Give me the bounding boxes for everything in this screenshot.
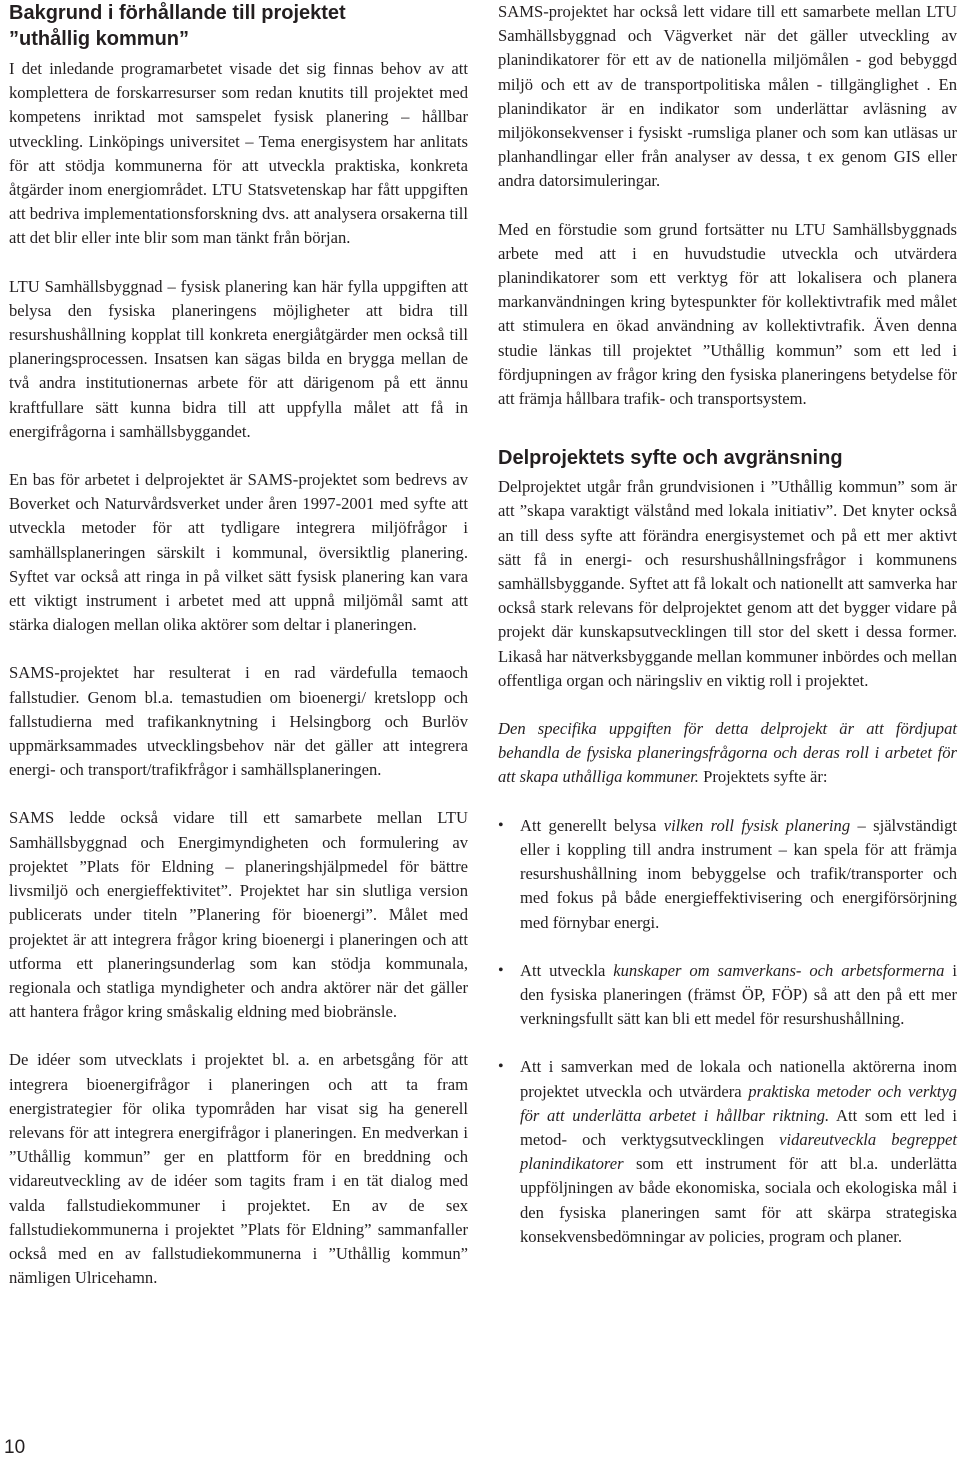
paragraph: SAMS ledde också vidare till ett samarbete mellan LTU Samhällsbyggnad och Energimyndigheten och formulering av projektet ”Plats för Eldning – planeringshjälpmedel för bättre livsmiljö och energieffektivitet”. Projektet har sin slutliga version publicerats under titeln ”Planering för bioenergi”. Målet med projektet är att integrera frågor kring bioenergi i planeringen och att utforma ett planeringsunderlag som kan stödja kommunala, regionala och statliga myndigheter och andra aktörer när det gäller att hantera frågor kring småskalig eldning med biobränsle. (9, 808, 468, 1022)
bullet-emphasis: praktiska metoder och verktyg för att underlätta arbetet i hållbar riktning. (520, 1081, 957, 1125)
bullet-emphasis: vilken roll fysisk planering (663, 815, 851, 835)
paragraph: De idéer som utvecklats i projektet bl. a. en arbetsgång för att integrera bioenergifrågor i planeringen och att ta fram energistrategier för olika typområden har visat sig ha generell relevans för att integrera energifrågor i planeringen. En medverkan i ”Uthållig kommun” ger en plattform för en breddning och vidareutveckling av de idéer som tagits fram i en tät dialog med valda fallstudiekommuner i projektet. En av de sex fallstudiekommunerna i projektet ”Plats för Eldning” sammanfaller också med en av fallstudiekommunerna i ”Uthållig kommun” nämligen Ulricehamn. (9, 1050, 468, 1288)
paragraph: SAMS-projektet har resulterat i en rad värdefulla temaoch fallstudier. Genom bl.a. temastudien om bioenergi/ kretslopp och fallstudierna med trafikanknytning i Helsingborg och Burlöv uppmärksammades utvecklingsbehov när det gäller att integrera energi- och transport/trafikfrågor i samhällsplaneringen. (9, 663, 468, 780)
paragraph: LTU Samhällsbyggnad – fysisk planering kan här fylla uppgiften att belysa den fysiska planeringens möjligheter att bidra till resurshushållning kopplat till konkreta energiåtgärder men också till planeringsprocessen. Insatsen kan sägas bilda en brygga mellan de två andra institutionernas arbete för att därigenom på ett ännu kraftfullare sätt kunna bidra till att uppfylla målet att få in energifrågorna i samhällsbyggandet. (9, 276, 468, 441)
bullet-text: Att i samverkan med de lokala och nationella aktörerna inom projektet utveckla och utvärdera (520, 1057, 957, 1101)
page-number: 10 (4, 1437, 26, 1458)
paragraph: SAMS-projektet har också lett vidare till ett samarbete mellan LTU Samhällsbyggnad och Vägverket när det gäller utveckling av planindikatorer för ett av de nationella miljömålen - god bebyggd miljö och ett av de transportpolitiska målen - tillgänglighet . En planindikator är en indikator som underlättar avläsning av miljökonsekvenser i fysiskt -rumsliga planer och som kan utläsas ur planhandlingar eller från analyser av dessa, t ex genom GIS eller andra datorsimuleringar. (498, 2, 957, 191)
paragraph: Delprojektet utgår från grundvisionen i ”Uthållig kommun” som är att ”skapa varaktigt välstånd med lokala initiativ”. Det knyter också an till dess syfte att förändra energisystemet och på ett mer aktivt sätt få in energi- och resurshushållningsfrågor i kommunens samhällsbyggande. Syftet att få lokalt och nationellt att samverka har också stark relevans för delprojektet genom att det bygger vidare på projekt där kunskapsutvecklingen till stor del skett i dessa former. Likaså har nätverksbyggande mellan kommuner inbördes och mellan offentliga organ och näringsliv en viktig roll i projektet. (498, 477, 957, 690)
paragraph: I det inledande programarbetet visade det sig finnas behov av att komplettera de forskarresurser som redan knutits till projektet med kompetens inriktad mot samspelet fysisk planering – hållbar utveckling. Linköpings universitet – Tema energisystem har anlitats för att stödja kommunerna för att utveckla praktiska, konkreta åtgärder inom energiområdet. LTU Statsvetenskap har fått uppgiften att bedriva implementationsforskning dvs. att analysera orsakerna till att det blir eller inte blir som man tänkt från början. (9, 59, 468, 248)
section-heading-background (9, 0, 468, 52)
paragraph: En bas för arbetet i delprojektet är SAMS-projektet som bedrevs av Boverket och Naturvårdsverket under åren 1997-2001 med syfte att utveckla metoder för att tydligare integrera miljöfrågor i samhällsplaneringen särskilt i kommunal, översiktlig planering. Syftet var också att ringa in på vilket sätt fysisk planering kan vara ett viktigt instrument i arbetet med att uppnå miljömål samt att stärka dialogen mellan olika aktörer som deltar i planeringen. (9, 470, 468, 635)
paragraph: Med en förstudie som grund fortsätter nu LTU Samhällsbyggnads arbete med att i en huvudstudie utveckla och utvärdera planindikatorer som ett verktyg för att lokalisera och planera markanvändningen kring bytespunkter för kollektivtrafik med målet att stimulera en ökad användning av kollektivtrafik. Även denna studie länkas till projektet ”Uthållig kommun” som ett led i fördjupningen av frågor kring den fysiska planeringens betydelse för att främja hållbara trafik- och transportsystem. (498, 219, 957, 409)
purpose-list (498, 814, 957, 1249)
bullet-text: Att som ett led i metod- och verktygsutvecklingen (520, 1105, 957, 1149)
left-column (9, 0, 468, 1290)
intro-tail: Projektets syfte är: (698, 767, 828, 787)
bullet-emphasis: vidareutveckla begreppet planindikatorer (520, 1129, 957, 1174)
heading-line-2: ”uthållig kommun” (9, 28, 189, 50)
bullet-text: Att generellt belysa (520, 815, 664, 835)
heading-line-1: Bakgrund i förhållande till projektet (9, 2, 346, 24)
list-item (498, 959, 957, 1032)
bullet-text: som ett instrument för att bl.a. underlätta uppföljningen av både ekonomiska, sociala och ekologiska mål i den fysiska planeringen samt för att skärpa strategiska konsekvensbedömningar av policies, program och planer. (520, 1154, 957, 1246)
section-heading-purpose: Delprojektets syfte och avgränsning (498, 447, 843, 470)
bullet-text: – självständigt eller i koppling till andra instrument – kan spela för att främja resurshushållning inom bebyggelse och trafik/transporter och med fokus på både energieffektivisering och energiförsörjning med förnybar energi. (520, 815, 958, 932)
bullet-emphasis: kunskaper om samverkans- och arbetsformerna (613, 960, 945, 980)
right-column (498, 0, 957, 1249)
bullet-text: Att utveckla (520, 960, 614, 980)
list-item (498, 1055, 957, 1249)
italic-intro: Den specifika uppgiften för detta delprojekt är att fördjupat behandla de fysiska planeringsfrågorna och deras roll i arbetet för att skapa uthålliga kommuner. (498, 719, 957, 787)
bullet-text: i den fysiska planeringen (främst ÖP, FÖP) så att den på ett mer verkningsfullt sätt kan bli ett medel för resurshushållning. (520, 960, 957, 1029)
list-item (498, 814, 957, 935)
purpose-intro (498, 717, 957, 790)
